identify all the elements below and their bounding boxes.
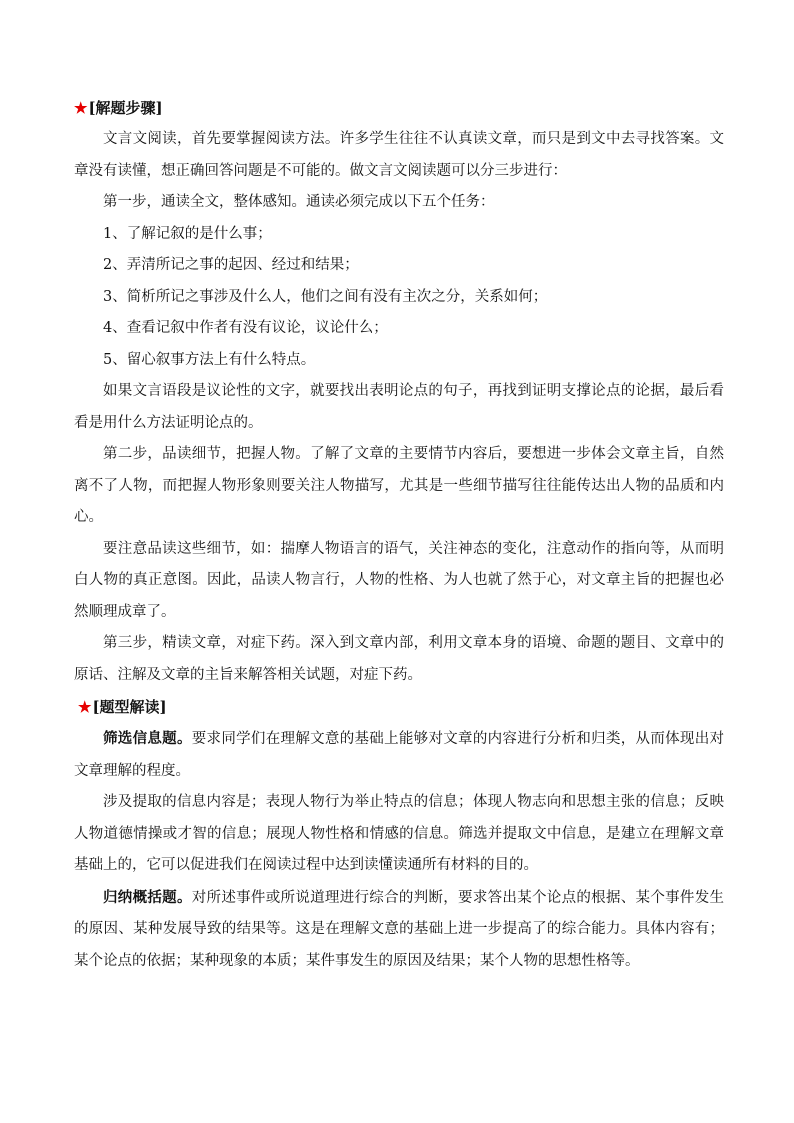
term-summarize: 归纳概括题。 bbox=[103, 888, 192, 906]
paragraph-step-one: 第一步，通读全文，整体感知。通读必须完成以下五个任务： bbox=[103, 194, 495, 210]
paragraph-step-two: 第二步，品读细节，把握人物。了解了文章的主要情节内容后，要想进一步体会文章主旨，自然离不了人物，而把握人物形象则要关注人物描写，尤其是一些细节描写往往能传达出人物的品质和内心。 bbox=[74, 446, 724, 525]
red-star-icon: ★ bbox=[74, 99, 88, 117]
paragraph-screening-info bbox=[74, 723, 724, 787]
list-item-task-3: 3、简析所记之事涉及什么人，他们之间有没有主次之分，关系如何； bbox=[103, 288, 548, 305]
section-heading-question-types bbox=[78, 695, 724, 719]
list-item-task-4: 4、查看记叙中作者有没有议论，议论什么； bbox=[103, 320, 388, 336]
paragraph-text: 要求同学们在理解文意的基础上能够对文章的内容进行分析和归类，从而体现出对文章理解的程度。 bbox=[74, 731, 725, 779]
term-screening-info: 筛选信息题。 bbox=[103, 730, 192, 747]
list-item-task-2: 2、弄清所记之事的起因、经过和结果； bbox=[103, 257, 359, 273]
paragraph-info-content: 涉及提取的信息内容是；表现人物行为举止特点的信息；体现人物志向和思想主张的信息；反映人物道德情操或才智的信息；展现人物性格和情感的信息。筛选并提取文中信息，是建立在理解文章基础上的，它可以促进我们在阅读过程中达到读懂读通所有材料的目的。 bbox=[74, 794, 724, 873]
paragraph-text: 对所述事件或所说道理进行综合的判断，要求答出某个论点的根据、某个事件发生的原因、某种发展导致的结果等。这是在理解文意的基础上进一步提高了的综合能力。具体内容有；某个论点的依据；某种现象的本质；某件事发生的原因及结果；某个人物的思想性格等。 bbox=[74, 889, 725, 969]
section-heading-solving-steps bbox=[74, 96, 724, 120]
section-title: [解题步骤] bbox=[88, 99, 163, 117]
paragraph-step-three: 第三步，精读文章，对症下药。深入到文章内部，利用文章本身的语境、命题的题目、文章中的原话、注解及文章的主旨来解答相关试题，对症下药。 bbox=[74, 635, 724, 683]
paragraph-details: 要注意品读这些细节，如：揣摩人物语言的语气，关注神态的变化，注意动作的指向等，从而明白人物的真正意图。因此，品读人物言行，人物的性格、为人也就了然于心，对文章主旨的把握也必然顺理成章了。 bbox=[74, 540, 724, 620]
red-star-icon: ★ bbox=[78, 698, 92, 716]
paragraph-summarize bbox=[74, 882, 724, 978]
section-title: [题型解读] bbox=[92, 698, 167, 716]
paragraph-argumentative: 如果文言语段是议论性的文字，就要找出表明论点的句子，再找到证明支撑论点的论据，最后看看是用什么方法证明论点的。 bbox=[74, 383, 724, 431]
list-item-task-1: 1、了解记叙的是什么事； bbox=[103, 225, 272, 242]
paragraph-intro: 文言文阅读，首先要掌握阅读方法。许多学生往往不认真读文章，而只是到文中去寻找答案。文章没有读懂，想正确回答问题是不可能的。做文言文阅读题可以分三步进行： bbox=[74, 131, 724, 179]
document-body bbox=[74, 96, 724, 977]
list-item-task-5: 5、留心叙事方法上有什么特点。 bbox=[103, 351, 316, 368]
